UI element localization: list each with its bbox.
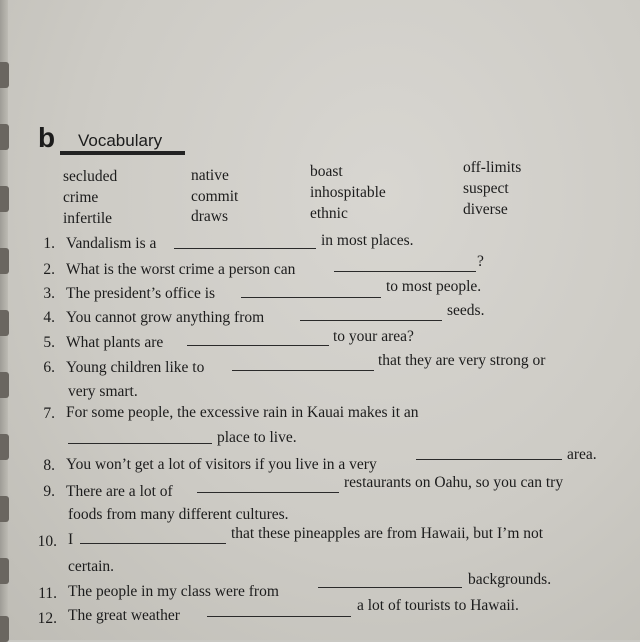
question-text: Vandalism is a [66,235,157,252]
question-text: There are a lot of [66,483,173,500]
question-number: 10. [37,533,57,550]
answer-blank[interactable] [300,320,442,321]
binding-tab [0,186,9,212]
question-text: that they are very strong or [378,352,546,369]
question-text: I [68,531,74,548]
binding-tab [0,310,9,336]
question-text: a lot of tourists to Hawaii. [357,597,519,614]
word-bank-item: suspect [463,180,509,197]
question-text: area. [567,446,597,463]
answer-blank[interactable] [232,370,374,371]
answer-blank[interactable] [197,492,339,493]
word-bank-item: ethnic [310,205,348,222]
answer-blank[interactable] [207,616,351,617]
question-text: that these pineapples are from Hawaii, but I’m not [231,525,544,542]
title-underline [60,151,185,155]
word-bank-item: crime [63,189,99,206]
section-title: Vocabulary [78,131,163,150]
question-text: foods from many different cultures. [68,506,289,523]
binding-tab [0,496,9,522]
binding-tab [0,616,9,642]
question-text: very smart. [68,383,138,400]
question-number: 7. [43,405,55,422]
answer-blank[interactable] [416,459,562,460]
binding-tab [0,372,9,398]
word-bank-item: secluded [63,168,118,185]
word-bank-item: boast [310,163,343,180]
answer-blank[interactable] [334,271,476,272]
word-bank-item: off-limits [463,159,522,176]
binding-tab [0,124,9,150]
question-text: to your area? [333,328,414,345]
answer-blank[interactable] [318,587,462,588]
question-number: 1. [43,235,55,252]
answer-blank[interactable] [174,248,316,249]
question-number: 6. [43,359,55,376]
question-number: 9. [43,483,55,500]
question-number: 3. [43,285,55,302]
question-text: What plants are [66,334,164,351]
word-bank-item: inhospitable [310,184,386,201]
question-text: You won’t get a lot of visitors if you live in a very [66,456,377,473]
question-text: The great weather [68,607,180,624]
word-bank-item: commit [191,188,239,205]
answer-blank[interactable] [187,345,329,346]
binding-tab [0,558,9,584]
question-number: 5. [43,334,55,351]
question-number: 4. [43,309,55,326]
word-bank-item: draws [191,208,229,225]
question-text: The president’s office is [66,285,216,302]
question-text: ? [477,253,484,270]
word-bank-item: native [191,167,229,184]
question-number: 11. [38,585,57,602]
answer-blank[interactable] [80,543,226,544]
question-text: What is the worst crime a person can [66,261,296,278]
question-text: in most places. [321,232,414,249]
question-text: to most people. [386,278,482,295]
question-text: restaurants on Oahu, so you can try [344,474,564,491]
question-text: backgrounds. [468,571,552,588]
question-text: certain. [68,558,115,575]
word-bank-item: infertile [63,210,113,227]
section-letter: b [38,122,56,153]
binding-tab [0,434,9,460]
question-text: place to live. [217,429,297,446]
question-text: For some people, the excessive rain in Kauai makes it an [66,404,419,421]
word-bank-item: diverse [463,201,508,218]
question-number: 2. [43,261,55,278]
question-number: 8. [43,457,55,474]
question-text: You cannot grow anything from [66,309,265,326]
question-number: 12. [37,610,57,627]
question-text: seeds. [447,302,485,319]
question-text: The people in my class were from [68,583,279,600]
binding-tab [0,248,9,274]
answer-blank[interactable] [68,443,212,444]
question-text: Young children like to [66,359,205,376]
binding-tab [0,62,9,88]
answer-blank[interactable] [241,297,381,298]
